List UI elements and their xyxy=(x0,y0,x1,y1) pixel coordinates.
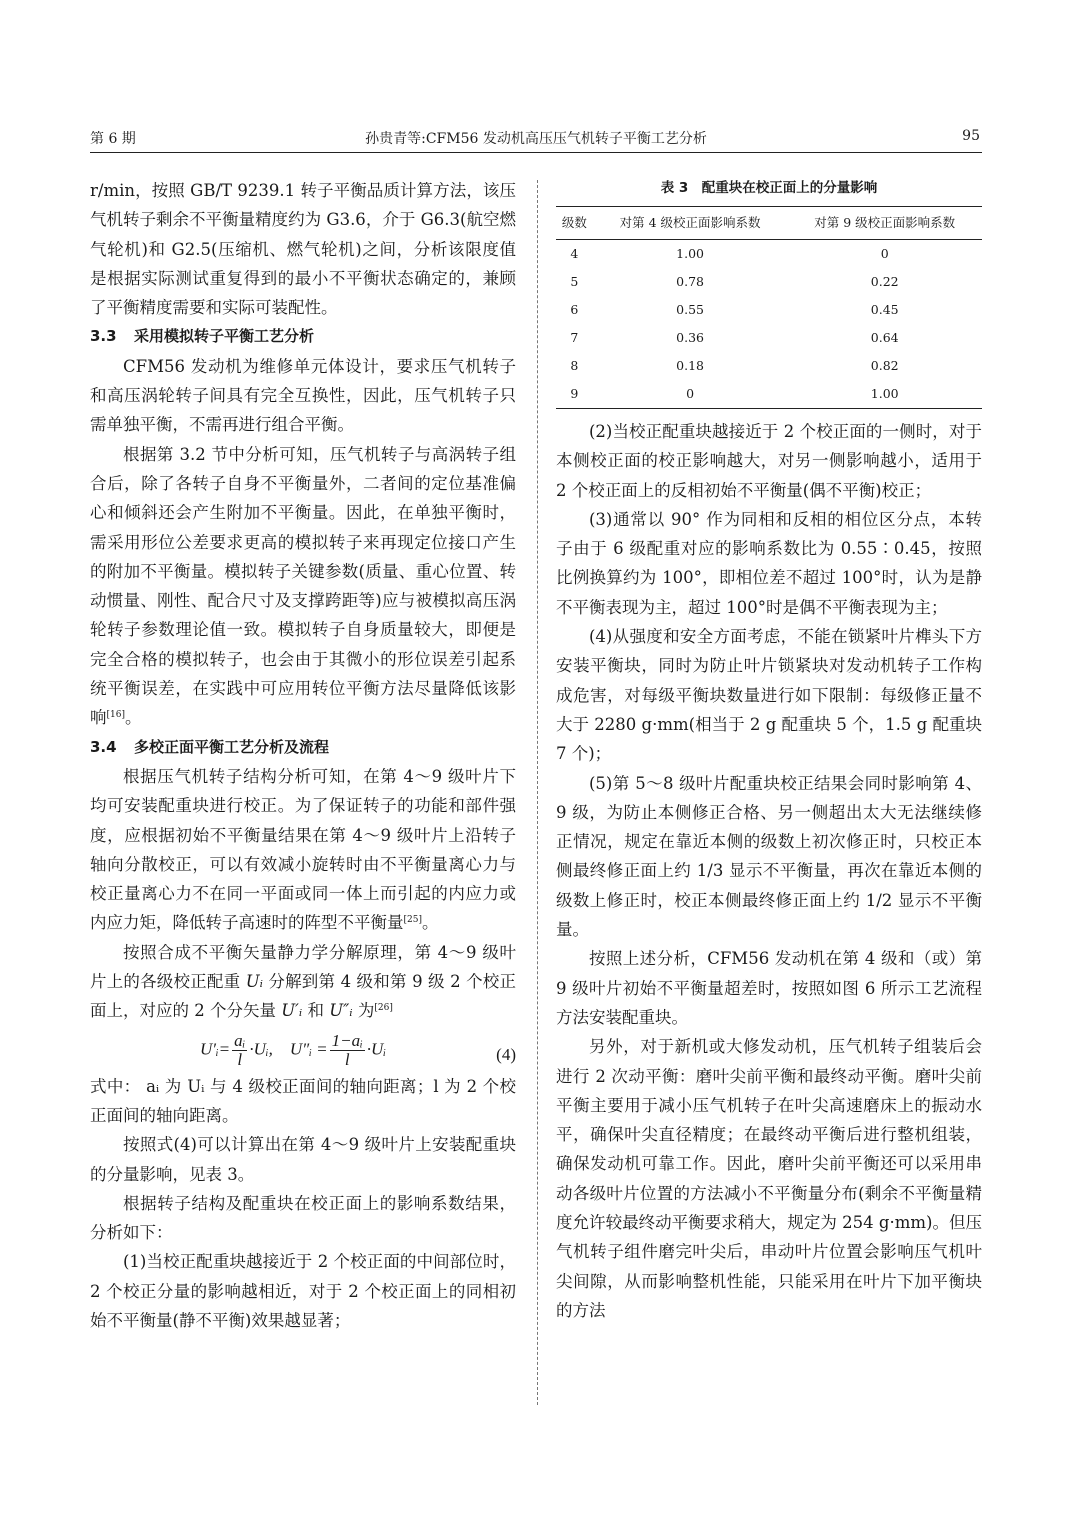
table-cell: 0.55 xyxy=(676,302,704,317)
table-cell: 0.82 xyxy=(870,358,899,373)
paragraph: 另外，对于新机或大修发动机，压气机转子组装后会进行 2 次动平衡：磨叶尖前平衡和最终动平衡。磨叶尖前平衡主要用于减小压气机转子在叶尖高速磨床上的振动水平，确保叶尖直径精度；在最终动平衡后进行整机组装，确保发动机可靠工作。因此，磨叶尖前平衡还可以采用串动各级叶片位置的方法减小不平衡量分布(剩余不平衡量精度允许较最终动平衡要求稍大，规定为 254 g·mm)。但压气机转子组件磨完叶尖后，串动叶片位置会影响压气机叶尖间隙，从而影响整机性能，只能采用在叶片下加平衡块的方法 xyxy=(556,1037,982,1320)
section-title: 采用模拟转子平衡工艺分析 xyxy=(134,327,315,346)
paragraph xyxy=(90,762,516,938)
table-row xyxy=(556,352,982,380)
table-row xyxy=(556,240,982,269)
page-header xyxy=(90,128,982,153)
fraction-2 xyxy=(330,1032,365,1069)
column-header: 级数 xyxy=(556,207,593,240)
paragraph xyxy=(90,938,516,1026)
section-number: 3.4 xyxy=(90,737,117,756)
table-row xyxy=(556,268,982,296)
table-3 xyxy=(556,176,982,409)
citation[interactable]: [25] xyxy=(403,915,422,926)
table-cell: 1.00 xyxy=(676,246,704,261)
symbol-ui: Uᵢ xyxy=(245,972,263,992)
denominator: l xyxy=(344,1049,350,1069)
paragraph xyxy=(90,440,516,733)
equation-term-2: ·Uᵢ xyxy=(366,1039,387,1059)
paragraph: 按照上述分析，CFM56 发动机在第 4 级和（或）第 9 级叶片初始不平衡量超差时，按照如图 6 所示工艺流程方法安装配重块。 xyxy=(556,949,982,1027)
table-cell: 0 xyxy=(593,380,788,409)
column-header: 对第 4 级校正面影响系数 xyxy=(593,207,788,240)
table-cell: 4 xyxy=(570,246,579,261)
punctuation: 。 xyxy=(124,708,142,728)
section-title: 多校正面平衡工艺分析及流程 xyxy=(134,737,330,756)
numerator: aᵢ xyxy=(234,1030,246,1050)
symbol-u-double-prime: U″ᵢ xyxy=(329,1001,353,1021)
left-column xyxy=(90,176,516,1335)
paragraph-text: 按照合成不平衡矢量静力学分解原理，第 4～9 级叶片上的各级校正配重 xyxy=(90,942,516,992)
symbol-u-prime: U′ᵢ xyxy=(281,1001,303,1021)
table-cell: 9 xyxy=(556,380,593,409)
table-caption: 表 3 配重块在校正面上的分量影响 xyxy=(660,180,878,196)
table-cell: 1.00 xyxy=(787,380,982,409)
table-cell: 0.22 xyxy=(870,274,899,289)
equation-body xyxy=(200,1032,386,1069)
table-cell: 0.36 xyxy=(676,330,704,345)
section-heading-3-3 xyxy=(90,322,516,351)
table-row xyxy=(556,380,982,409)
citation[interactable]: [16] xyxy=(106,710,125,721)
equation-term-1: ·Uᵢ, xyxy=(249,1039,273,1059)
table-cell: 0 xyxy=(880,246,889,261)
section-heading-3-4 xyxy=(90,733,516,762)
paragraph-text: 根据压气机转子结构分析可知，在第 4～9 级叶片下均可安装配重块进行校正。为了保证转子的功能和部件强度，应根据初始不平衡量结果在第 4～9 级叶片上沿转子轴向分散校正，可以有效减小旋转时由不平衡量离心力与校正量离心力不在同一平面或同一体上而引起的内应力或内应力矩，降低转子高速时的阵型不平衡量 xyxy=(90,766,516,933)
table-cell: 6 xyxy=(570,302,579,317)
table-cell: 8 xyxy=(570,358,579,373)
equation-number: (4) xyxy=(496,1044,516,1064)
paragraph: (2)当校正配重块越接近于 2 个校正面的一侧时，对于本侧校正面的校正影响越大，对另一侧影响越小，适用于 2 个校正面上的反相初始不平衡量(偶不平衡)校正； xyxy=(556,422,982,500)
table-cell: 0.64 xyxy=(870,330,899,345)
issue-number: 第 6 期 xyxy=(90,131,136,147)
numerator: 1−aᵢ xyxy=(331,1030,363,1050)
paragraph-text: 根据第 3.2 节中分析可知，压气机转子与高涡转子组合后，除了各转子自身不平衡量外，二者间的定位基准偏心和倾斜还会产生附加不平衡量。因此，在单独平衡时，需采用形位公差要求更高的模拟转子来再现定位接口产生的附加不平衡量。模拟转子关键参数(质量、重心位置、转动惯量、刚性、配合尺寸及支撑跨距等)应与被模拟高压涡轮转子参数理论值一致。模拟转子自身质量较大，即便是完全合格的模拟转子，也会由于其微小的形位误差引起系统平衡误差，在实践中可应用转位平衡方法尽量降低该影响 xyxy=(90,444,516,728)
paragraph-text: 为 xyxy=(352,1001,375,1021)
data-table xyxy=(556,206,982,409)
paragraph: 按照式(4)可以计算出在第 4～9 级叶片上安装配重块的分量影响，见表 3。 xyxy=(90,1135,516,1184)
table-row xyxy=(556,324,982,352)
fraction-1 xyxy=(232,1032,247,1069)
paragraph: (1)当校正配重块越接近于 2 个校正面的中间部位时，2 个校正分量的影响越相近，对于 2 个校正面上的同相初始不平衡量(静不平衡)效果越显著； xyxy=(90,1252,516,1330)
paragraph: (3)通常以 90° 作为同相和反相的相位区分点，本转子由于 6 级配重对应的影响系数比为 0.55∶0.45，按照比例换算约为 100°，即相位差不超过 100°时，认为是静不平衡表现为主，超过 100°时是偶不平衡表现为主； xyxy=(556,509,982,617)
paragraph: (4)从强度和安全方面考虑，不能在锁紧叶片榫头下方安装平衡块，同时为防止叶片锁紧块对发动机转子工作构成危害，对每级平衡块数量进行如下限制：每级修正量不大于 2280 g·mm(相当于 2 g 配重块 5 个，1.5 g 配重块 7 个)； xyxy=(556,627,982,764)
table-cell: 5 xyxy=(570,274,579,289)
column-divider xyxy=(537,180,538,1405)
paragraph-text: 分解到第 4 级和第 9 级 2 个校正面上，对应的 2 个分矢量 xyxy=(90,972,516,1021)
column-header: 对第 9 级校正面影响系数 xyxy=(787,207,982,240)
punctuation: 。 xyxy=(421,913,439,933)
table-cell: 0.18 xyxy=(676,358,704,373)
page-number: 95 xyxy=(962,128,980,144)
table-header-row xyxy=(556,207,982,240)
denominator: l xyxy=(237,1049,243,1069)
table-cell: 0.45 xyxy=(870,302,899,317)
running-title: 孙贵青等:CFM56 发动机高压压气机转子平衡工艺分析 xyxy=(365,131,707,147)
paragraph: 式中： aᵢ 为 Uᵢ 与 4 级校正面间的轴向距离；l 为 2 个校正面间的轴向距离。 xyxy=(90,1076,516,1125)
equation-lhs-2: U″ᵢ = xyxy=(289,1039,328,1059)
paragraph: r/min，按照 GB/T 9239.1 转子平衡品质计算方法，该压气机转子剩余不平衡量精度约为 G3.6，介于 G6.3(航空燃气轮机)和 G2.5(压缩机、燃气轮机)之间，分析该限度值是根据实际测试重复得到的最小不平衡状态确定的，兼顾了平衡精度需要和实际可装配性。 xyxy=(90,181,516,318)
section-number: 3.3 xyxy=(90,327,117,346)
paragraph: CFM56 发动机为维修单元体设计，要求压气机转子和高压涡轮转子间具有完全互换性，因此，压气机转子只需单独平衡，不需再进行组合平衡。 xyxy=(90,356,516,435)
table-row xyxy=(556,296,982,324)
paragraph: 根据转子结构及配重块在校正面上的影响系数结果，分析如下： xyxy=(90,1193,516,1243)
equation-lhs-1: U′ᵢ= xyxy=(200,1039,231,1059)
citation[interactable]: [26] xyxy=(374,1003,393,1014)
paragraph-text: 和 xyxy=(302,1001,330,1021)
table-cell: 7 xyxy=(570,330,579,345)
paragraph: (5)第 5～8 级叶片配重块校正结果会同时影响第 4、9 级，为防止本侧修正合格、另一侧超出太大无法继续修正情况，规定在靠近本侧的级数上初次修正时，只校正本侧最终修正面上约 1/3 显示不平衡量，再次在靠近本侧的级数上修正时，校正本侧最终修正面上约 1/2 显示不平衡量。 xyxy=(556,773,982,940)
right-column xyxy=(556,176,982,1325)
table-cell: 0.78 xyxy=(676,274,704,289)
equation-4 xyxy=(90,1026,516,1072)
